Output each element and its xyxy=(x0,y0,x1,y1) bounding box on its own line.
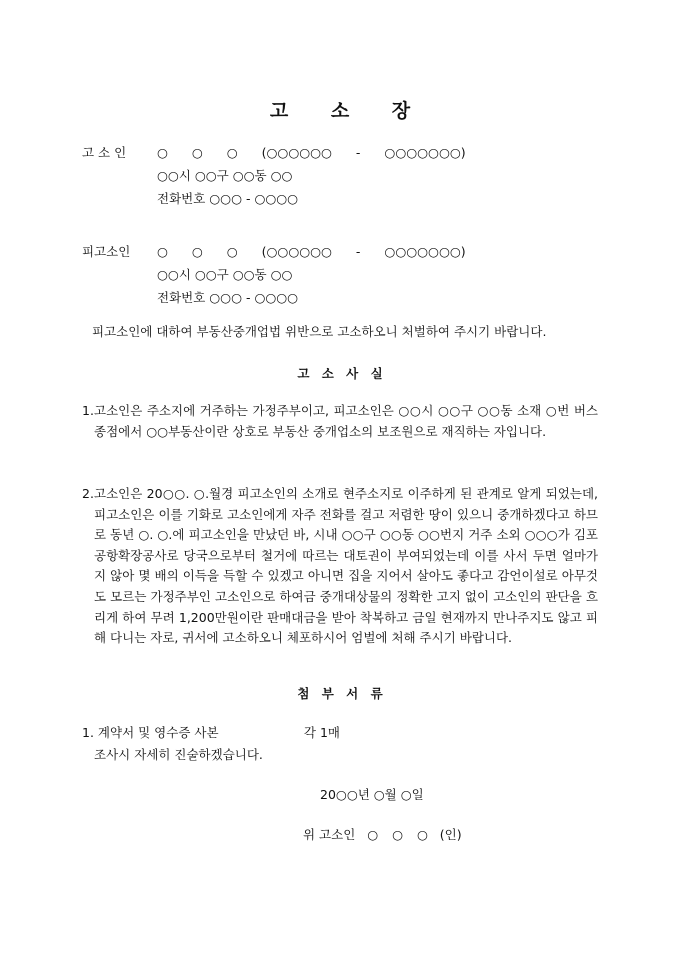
attachments-title: 첨 부 서 류 xyxy=(297,686,383,701)
defendant-label: 피고소인 xyxy=(82,244,131,259)
signature-name: ○ ○ ○ xyxy=(367,827,428,842)
complainant-block xyxy=(82,141,466,210)
defendant-block xyxy=(82,240,466,309)
fact-2-number: 2. xyxy=(82,486,94,501)
signature-prefix: 위 고소인 xyxy=(303,827,356,842)
attachment-qty: 각 1매 xyxy=(303,725,340,740)
facts-title: 고 소 사 실 xyxy=(297,366,383,381)
fact-2-text: 고소인은 20○○. ○.월경 피고소인의 소개로 현주소지로 이주하게 된 관계로 알게 되었는데, 피고소인은 이를 기화로 고소인에게 자주 전화를 걸고 저렴한 땅이 있으니 중개하겠다고 하므로 동년 ○. ○.에 피고소인을 만났던 바, 시내 ○○구 ○○동 ○○번지 거주 소외 ○○○가 김포공항확장공사로 당국으로부터 철거에 따르는 대토권이 부여되었는데 이를 사서 두면 얼마가지 않아 몇 배의 이득을 득할 수 있겠고 아니면 집을 지어서 살아도 좋다고 감언이설로 아무것도 모르는 가정주부인 고소인으로 하여금 중개대상물의 정확한 고지 없이 고소인의 판단을 흐리게 하여 무려 1,200만원이란 판매대금을 받아 착복하고 금일 현재까지 만나주지도 않고 피해 다니는 자로, 귀서에 고소하오니 체포하시어 엄벌에 처해 주시기 바랍니다. xyxy=(94,486,598,646)
complainant-address: ○○시 ○○구 ○○동 ○○ xyxy=(157,168,293,183)
fact-1-text: 고소인은 주소지에 거주하는 가정주부이고, 피고소인은 ○○시 ○○구 ○○동 소재 ○번 버스종점에서 ○○부동산이란 상호로 부동산 중개업소의 보조원으로 재직하는 자입니다. xyxy=(94,403,598,439)
complainant-phone: 전화번호 ○○○ - ○○○○ xyxy=(157,191,299,206)
document-title: 고 소 장 xyxy=(269,100,411,122)
defendant-name-line: ○ ○ ○ (○○○○○○ - ○○○○○○○) xyxy=(157,244,466,259)
complainant-name-line: ○ ○ ○ (○○○○○○ - ○○○○○○○) xyxy=(157,145,466,160)
facts-item-2 xyxy=(82,484,598,649)
complainant-label: 고 소 인 xyxy=(82,145,127,160)
facts-item-1 xyxy=(82,401,598,442)
defendant-phone: 전화번호 ○○○ - ○○○○ xyxy=(157,290,299,305)
closing-note: 조사시 자세히 진술하겠습니다. xyxy=(94,747,263,762)
signature-line xyxy=(303,825,462,843)
request-statement: 피고소인에 대하여 부동산중개업법 위반으로 고소하오니 처벌하여 주시기 바랍니다. xyxy=(92,324,547,339)
signature-seal: (인) xyxy=(439,827,462,842)
fact-1-number: 1. xyxy=(82,403,94,418)
attachments-block xyxy=(82,722,340,766)
document-date: 20○○년 ○월 ○일 xyxy=(320,787,424,802)
attachment-name: 계약서 및 영수증 사본 xyxy=(97,725,219,740)
attachment-number: 1. xyxy=(82,725,94,740)
defendant-address: ○○시 ○○구 ○○동 ○○ xyxy=(157,267,293,282)
